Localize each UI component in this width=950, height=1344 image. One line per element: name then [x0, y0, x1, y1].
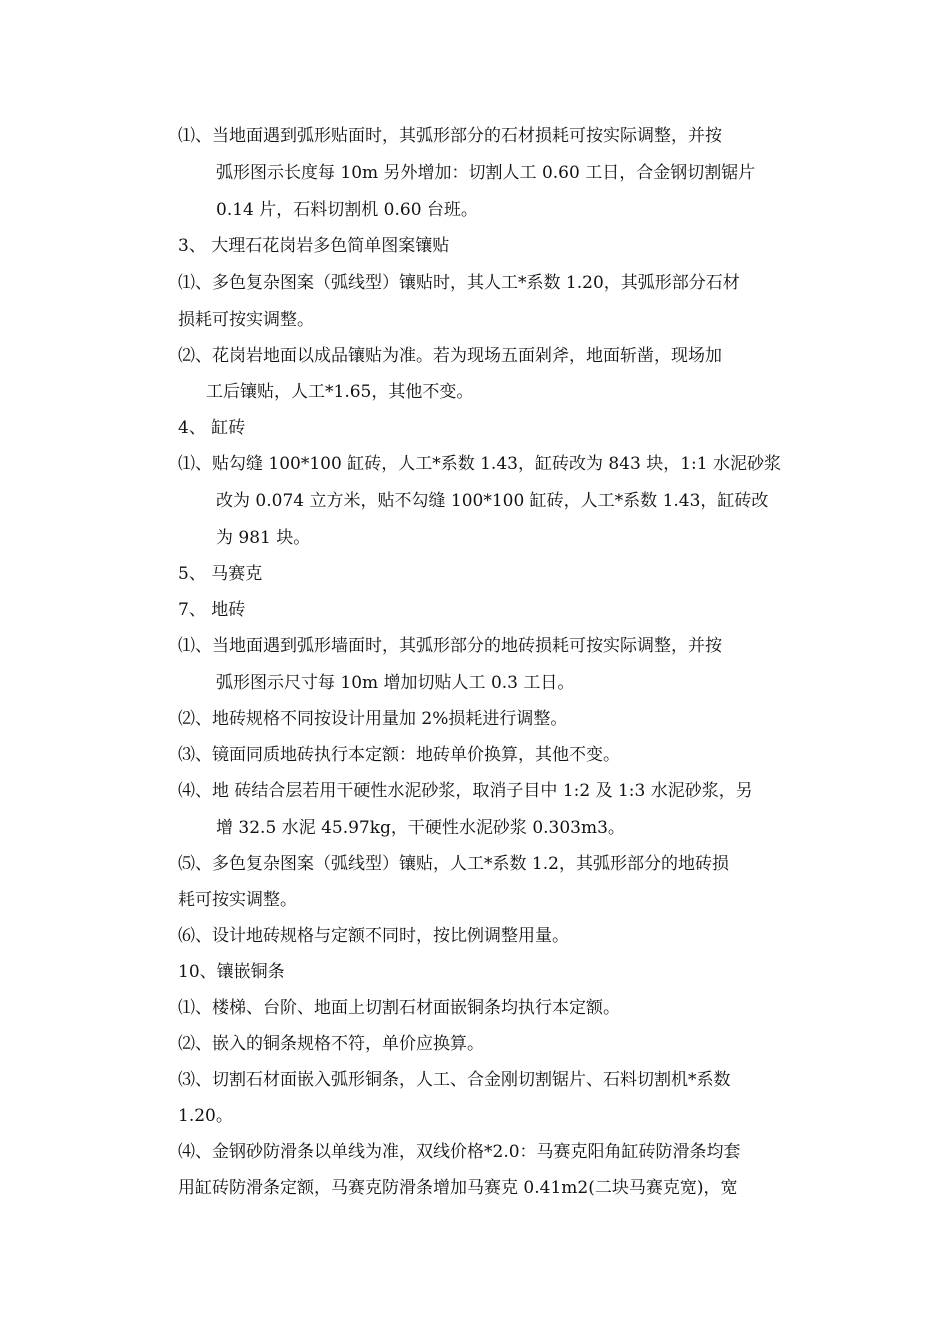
line: ⑴、贴勾缝 100*100 缸砖，人工*系数 1.43，缸砖改为 843 块，1:1 水泥砂浆: [178, 454, 781, 474]
line: ⑶、镜面同质地砖执行本定额：地砖单价换算，其他不变。: [178, 745, 620, 765]
section-heading: 10、镶嵌铜条: [178, 962, 285, 982]
section-heading: 3、 大理石花岗岩多色简单图案镶贴: [178, 236, 450, 256]
section-heading: 4、 缸砖: [178, 418, 246, 438]
line: 耗可按实调整。: [178, 890, 297, 910]
line: 1.20。: [178, 1106, 233, 1126]
line: 为 981 块。: [216, 528, 311, 548]
line: ⑵、地砖规格不同按设计用量加 2%损耗进行调整。: [178, 709, 568, 729]
section-heading: 5、 马赛克: [178, 564, 263, 584]
line: 增 32.5 水泥 45.97kg，干硬性水泥砂浆 0.303m3。: [216, 818, 625, 838]
line: ⑷、地 砖结合层若用干硬性水泥砂浆，取消子目中 1:2 及 1:3 水泥砂浆，另: [178, 781, 753, 801]
line: 0.14 片，石料切割机 0.60 台班。: [216, 200, 478, 220]
line: ⑴、当地面遇到弧形墙面时，其弧形部分的地砖损耗可按实际调整，并按: [178, 636, 722, 656]
line: 弧形图示长度每 10m 另外增加：切割人工 0.60 工日，合金钢切割锯片: [216, 163, 756, 183]
line: 改为 0.074 立方米，贴不勾缝 100*100 缸砖，人工*系数 1.43，缸砖改: [216, 491, 769, 511]
line: ⑴、楼梯、台阶、地面上切割石材面嵌铜条均执行本定额。: [178, 998, 620, 1018]
line: 工后镶贴，人工*1.65，其他不变。: [206, 382, 474, 402]
section-heading: 7、 地砖: [178, 600, 246, 620]
line: ⑹、设计地砖规格与定额不同时，按比例调整用量。: [178, 926, 569, 946]
line: ⑵、嵌入的铜条规格不符，单价应换算。: [178, 1034, 484, 1054]
line: 用缸砖防滑条定额，马赛克防滑条增加马赛克 0.41m2(二块马赛克宽)，宽: [178, 1178, 738, 1198]
line: ⑴、多色复杂图案（弧线型）镶贴时，其人工*系数 1.20，其弧形部分石材: [178, 273, 740, 293]
line: ⑵、花岗岩地面以成品镶贴为准。若为现场五面剁斧，地面斩凿，现场加: [178, 346, 722, 366]
line: ⑸、多色复杂图案（弧线型）镶贴，人工*系数 1.2，其弧形部分的地砖损: [178, 854, 729, 874]
line: ⑴、当地面遇到弧形贴面时，其弧形部分的石材损耗可按实际调整，并按: [178, 126, 722, 146]
line: 弧形图示尺寸每 10m 增加切贴人工 0.3 工日。: [216, 673, 575, 693]
line: ⑷、金钢砂防滑条以单线为准，双线价格*2.0：马赛克阳角缸砖防滑条均套: [178, 1142, 741, 1162]
line: ⑶、切割石材面嵌入弧形铜条，人工、合金刚切割锯片、石料切割机*系数: [178, 1070, 731, 1090]
line: 损耗可按实调整。: [178, 310, 314, 330]
